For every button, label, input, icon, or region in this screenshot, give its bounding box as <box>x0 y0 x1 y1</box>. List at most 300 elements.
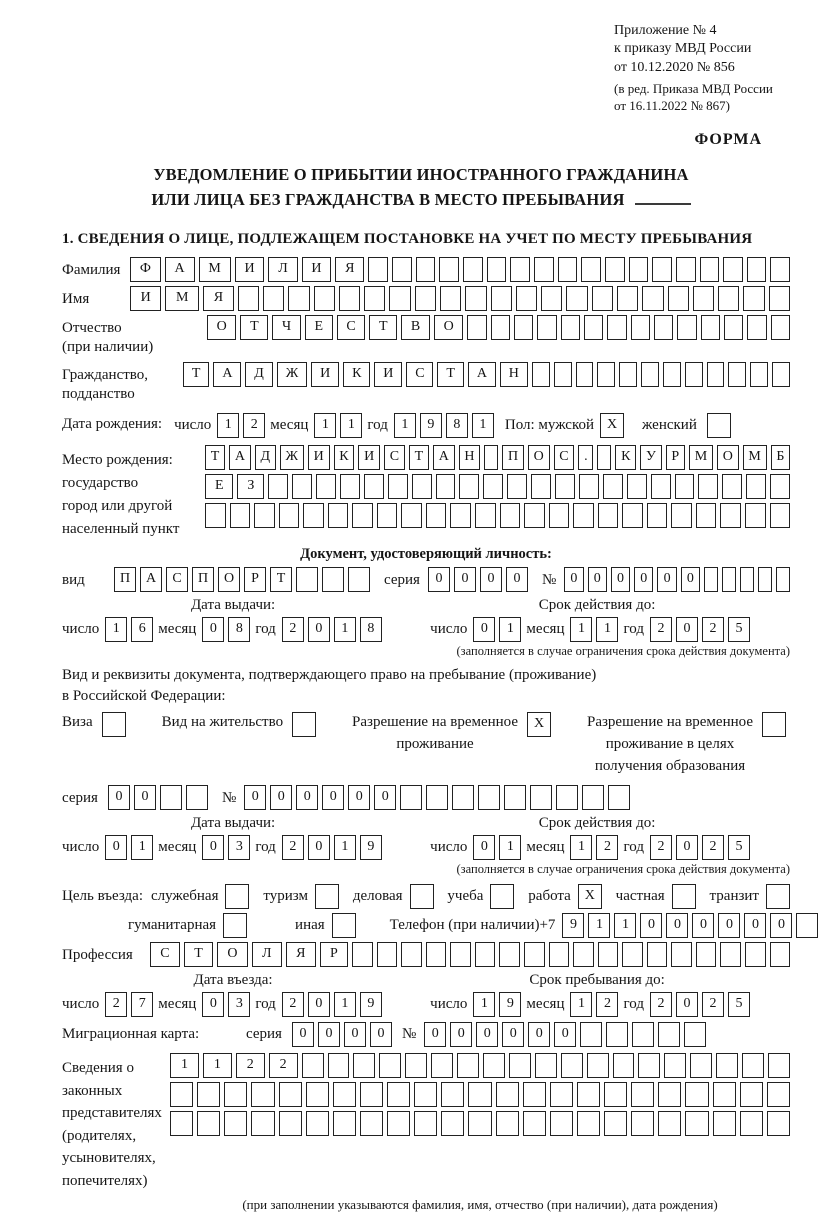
empty-cell[interactable] <box>401 503 422 528</box>
empty-cell[interactable] <box>722 567 736 592</box>
filled-cell[interactable]: Т <box>240 315 268 340</box>
empty-cell[interactable] <box>431 1053 453 1078</box>
filled-cell[interactable]: П <box>502 445 524 470</box>
empty-cell[interactable] <box>606 1022 628 1047</box>
filled-cell[interactable]: 0 <box>108 785 130 810</box>
empty-cell[interactable] <box>577 1082 600 1107</box>
filled-cell[interactable]: 2 <box>243 413 265 438</box>
empty-cell[interactable] <box>698 474 718 499</box>
empty-cell[interactable] <box>392 257 412 282</box>
empty-cell[interactable] <box>491 286 512 311</box>
filled-cell[interactable]: 2 <box>650 992 672 1017</box>
filled-cell[interactable]: С <box>554 445 575 470</box>
empty-cell[interactable] <box>579 474 599 499</box>
empty-cell[interactable] <box>516 286 537 311</box>
filled-cell[interactable]: . <box>578 445 593 470</box>
empty-cell[interactable] <box>510 257 530 282</box>
filled-cell[interactable]: 1 <box>570 835 592 860</box>
empty-cell[interactable] <box>302 1053 324 1078</box>
empty-cell[interactable] <box>487 257 507 282</box>
filled-cell[interactable]: Н <box>459 445 481 470</box>
empty-cell[interactable] <box>554 362 572 387</box>
filled-cell[interactable]: 2 <box>105 992 127 1017</box>
checkbox[interactable] <box>102 712 126 737</box>
empty-cell[interactable] <box>360 1082 383 1107</box>
filled-cell[interactable]: Т <box>205 445 225 470</box>
empty-cell[interactable] <box>364 286 385 311</box>
empty-cell[interactable] <box>772 362 790 387</box>
empty-cell[interactable] <box>296 567 318 592</box>
empty-cell[interactable] <box>251 1082 274 1107</box>
filled-cell[interactable]: И <box>358 445 380 470</box>
empty-cell[interactable] <box>414 1082 437 1107</box>
empty-cell[interactable] <box>339 286 360 311</box>
empty-cell[interactable] <box>631 1111 654 1136</box>
checkbox[interactable] <box>490 884 514 909</box>
filled-cell[interactable]: 1 <box>499 835 521 860</box>
empty-cell[interactable] <box>292 474 312 499</box>
filled-cell[interactable]: Т <box>369 315 397 340</box>
empty-cell[interactable] <box>619 362 637 387</box>
filled-cell[interactable]: 0 <box>322 785 344 810</box>
filled-cell[interactable]: Л <box>252 942 282 967</box>
empty-cell[interactable] <box>478 785 500 810</box>
filled-cell[interactable]: 9 <box>562 913 584 938</box>
empty-cell[interactable] <box>467 315 486 340</box>
empty-cell[interactable] <box>576 362 594 387</box>
filled-cell[interactable]: 0 <box>374 785 396 810</box>
filled-cell[interactable]: Л <box>268 257 297 282</box>
filled-cell[interactable]: М <box>199 257 231 282</box>
empty-cell[interactable] <box>740 1111 763 1136</box>
empty-cell[interactable] <box>491 315 510 340</box>
filled-cell[interactable]: К <box>334 445 355 470</box>
empty-cell[interactable] <box>597 362 615 387</box>
empty-cell[interactable] <box>580 1022 602 1047</box>
empty-cell[interactable] <box>696 942 717 967</box>
empty-cell[interactable] <box>718 286 739 311</box>
filled-cell[interactable]: С <box>166 567 188 592</box>
empty-cell[interactable] <box>251 1111 274 1136</box>
empty-cell[interactable] <box>352 503 373 528</box>
filled-cell[interactable]: Б <box>771 445 791 470</box>
empty-cell[interactable] <box>770 257 790 282</box>
filled-cell[interactable]: С <box>150 942 180 967</box>
empty-cell[interactable] <box>604 1082 627 1107</box>
filled-cell[interactable]: 1 <box>499 617 521 642</box>
filled-cell[interactable]: 0 <box>554 1022 576 1047</box>
filled-cell[interactable]: 0 <box>473 835 495 860</box>
filled-cell[interactable]: 0 <box>348 785 370 810</box>
filled-cell[interactable]: 0 <box>666 913 688 938</box>
empty-cell[interactable] <box>605 257 625 282</box>
filled-cell[interactable]: Т <box>437 362 463 387</box>
empty-cell[interactable] <box>254 503 275 528</box>
empty-cell[interactable] <box>746 474 766 499</box>
empty-cell[interactable] <box>483 1053 505 1078</box>
empty-cell[interactable] <box>573 503 594 528</box>
empty-cell[interactable] <box>768 1053 790 1078</box>
empty-cell[interactable] <box>631 1082 654 1107</box>
empty-cell[interactable] <box>523 1082 546 1107</box>
filled-cell[interactable]: 0 <box>450 1022 472 1047</box>
empty-cell[interactable] <box>507 474 527 499</box>
filled-cell[interactable]: 1 <box>614 913 636 938</box>
filled-cell[interactable]: Т <box>270 567 292 592</box>
empty-cell[interactable] <box>647 942 668 967</box>
filled-cell[interactable]: А <box>165 257 195 282</box>
sex-male-checkbox[interactable]: X <box>600 413 624 438</box>
filled-cell[interactable]: М <box>743 445 767 470</box>
filled-cell[interactable]: 1 <box>334 835 356 860</box>
empty-cell[interactable] <box>558 257 578 282</box>
empty-cell[interactable] <box>720 503 741 528</box>
filled-cell[interactable]: 0 <box>506 567 528 592</box>
filled-cell[interactable]: 2 <box>236 1053 265 1078</box>
empty-cell[interactable] <box>770 942 791 967</box>
empty-cell[interactable] <box>368 257 388 282</box>
filled-cell[interactable]: А <box>140 567 162 592</box>
empty-cell[interactable] <box>328 503 349 528</box>
checkbox[interactable] <box>672 884 696 909</box>
filled-cell[interactable]: 1 <box>570 617 592 642</box>
filled-cell[interactable]: Ф <box>130 257 161 282</box>
filled-cell[interactable]: Я <box>335 257 364 282</box>
filled-cell[interactable]: 1 <box>570 992 592 1017</box>
empty-cell[interactable] <box>613 1053 635 1078</box>
empty-cell[interactable] <box>724 315 743 340</box>
empty-cell[interactable] <box>767 1082 790 1107</box>
filled-cell[interactable]: 9 <box>420 413 442 438</box>
empty-cell[interactable] <box>353 1053 375 1078</box>
filled-cell[interactable]: К <box>615 445 636 470</box>
filled-cell[interactable]: 0 <box>292 1022 314 1047</box>
empty-cell[interactable] <box>796 913 818 938</box>
empty-cell[interactable] <box>541 286 562 311</box>
filled-cell[interactable]: 0 <box>676 992 698 1017</box>
empty-cell[interactable] <box>685 1111 708 1136</box>
empty-cell[interactable] <box>641 362 659 387</box>
empty-cell[interactable] <box>747 257 767 282</box>
checkbox[interactable] <box>292 712 316 737</box>
empty-cell[interactable] <box>514 315 533 340</box>
empty-cell[interactable] <box>696 503 717 528</box>
filled-cell[interactable]: Т <box>184 942 213 967</box>
empty-cell[interactable] <box>306 1082 329 1107</box>
empty-cell[interactable] <box>608 785 630 810</box>
empty-cell[interactable] <box>769 286 790 311</box>
empty-cell[interactable] <box>279 1111 302 1136</box>
filled-cell[interactable]: 9 <box>360 992 382 1017</box>
empty-cell[interactable] <box>475 503 496 528</box>
checkbox[interactable] <box>223 913 247 938</box>
empty-cell[interactable] <box>328 1053 350 1078</box>
empty-cell[interactable] <box>647 503 668 528</box>
filled-cell[interactable]: 0 <box>370 1022 392 1047</box>
filled-cell[interactable]: 0 <box>681 567 700 592</box>
filled-cell[interactable]: П <box>114 567 136 592</box>
filled-cell[interactable]: 0 <box>424 1022 446 1047</box>
empty-cell[interactable] <box>770 503 791 528</box>
filled-cell[interactable]: А <box>468 362 496 387</box>
filled-cell[interactable]: 1 <box>314 413 336 438</box>
empty-cell[interactable] <box>499 942 520 967</box>
checkbox[interactable]: X <box>527 712 551 737</box>
filled-cell[interactable]: 0 <box>105 835 127 860</box>
empty-cell[interactable] <box>716 1053 738 1078</box>
empty-cell[interactable] <box>465 286 486 311</box>
filled-cell[interactable]: Я <box>286 942 316 967</box>
empty-cell[interactable] <box>693 286 714 311</box>
empty-cell[interactable] <box>509 1053 531 1078</box>
empty-cell[interactable] <box>745 503 766 528</box>
filled-cell[interactable]: 2 <box>650 835 672 860</box>
empty-cell[interactable] <box>504 785 526 810</box>
empty-cell[interactable] <box>364 474 384 499</box>
empty-cell[interactable] <box>549 942 570 967</box>
filled-cell[interactable]: 1 <box>170 1053 199 1078</box>
filled-cell[interactable]: 0 <box>502 1022 524 1047</box>
filled-cell[interactable]: 2 <box>702 992 724 1017</box>
empty-cell[interactable] <box>405 1053 427 1078</box>
filled-cell[interactable]: Д <box>255 445 276 470</box>
empty-cell[interactable] <box>728 362 746 387</box>
empty-cell[interactable] <box>592 286 613 311</box>
filled-cell[interactable]: 9 <box>360 835 382 860</box>
empty-cell[interactable] <box>288 286 309 311</box>
empty-cell[interactable] <box>700 257 720 282</box>
empty-cell[interactable] <box>532 362 550 387</box>
filled-cell[interactable]: Р <box>244 567 266 592</box>
empty-cell[interactable] <box>377 503 398 528</box>
empty-cell[interactable] <box>426 942 447 967</box>
filled-cell[interactable]: 1 <box>131 835 153 860</box>
empty-cell[interactable] <box>459 474 479 499</box>
empty-cell[interactable] <box>770 474 790 499</box>
filled-cell[interactable]: 0 <box>770 913 792 938</box>
filled-cell[interactable]: Р <box>666 445 685 470</box>
filled-cell[interactable]: О <box>217 942 248 967</box>
empty-cell[interactable] <box>740 1082 763 1107</box>
filled-cell[interactable]: П <box>192 567 214 592</box>
filled-cell[interactable]: 6 <box>131 617 153 642</box>
filled-cell[interactable]: 5 <box>728 835 750 860</box>
filled-cell[interactable]: И <box>311 362 339 387</box>
empty-cell[interactable] <box>340 474 360 499</box>
filled-cell[interactable]: 2 <box>269 1053 298 1078</box>
empty-cell[interactable] <box>523 1111 546 1136</box>
filled-cell[interactable]: 0 <box>676 835 698 860</box>
filled-cell[interactable]: 0 <box>134 785 156 810</box>
filled-cell[interactable]: М <box>165 286 199 311</box>
empty-cell[interactable] <box>436 474 456 499</box>
empty-cell[interactable] <box>675 474 695 499</box>
filled-cell[interactable]: О <box>717 445 739 470</box>
filled-cell[interactable]: 3 <box>228 992 250 1017</box>
filled-cell[interactable]: Я <box>203 286 234 311</box>
empty-cell[interactable] <box>556 785 578 810</box>
empty-cell[interactable] <box>303 503 324 528</box>
filled-cell[interactable]: 2 <box>282 835 304 860</box>
empty-cell[interactable] <box>389 286 410 311</box>
filled-cell[interactable]: И <box>302 257 332 282</box>
filled-cell[interactable]: 1 <box>203 1053 232 1078</box>
filled-cell[interactable]: 2 <box>596 992 618 1017</box>
filled-cell[interactable]: Е <box>305 315 333 340</box>
filled-cell[interactable]: 0 <box>318 1022 340 1047</box>
empty-cell[interactable] <box>632 1022 654 1047</box>
filled-cell[interactable]: О <box>207 315 236 340</box>
empty-cell[interactable] <box>475 942 496 967</box>
filled-cell[interactable]: Ж <box>280 445 304 470</box>
empty-cell[interactable] <box>577 1111 600 1136</box>
empty-cell[interactable] <box>671 503 692 528</box>
empty-cell[interactable] <box>322 567 344 592</box>
empty-cell[interactable] <box>771 315 790 340</box>
empty-cell[interactable] <box>224 1082 247 1107</box>
filled-cell[interactable]: А <box>213 362 241 387</box>
empty-cell[interactable] <box>524 503 545 528</box>
empty-cell[interactable] <box>468 1111 491 1136</box>
empty-cell[interactable] <box>758 567 772 592</box>
empty-cell[interactable] <box>316 474 336 499</box>
empty-cell[interactable] <box>279 1082 302 1107</box>
empty-cell[interactable] <box>170 1111 193 1136</box>
checkbox[interactable] <box>766 884 790 909</box>
filled-cell[interactable]: 0 <box>744 913 766 938</box>
filled-cell[interactable]: 0 <box>454 567 476 592</box>
filled-cell[interactable]: И <box>308 445 330 470</box>
empty-cell[interactable] <box>745 942 766 967</box>
empty-cell[interactable] <box>638 1053 660 1078</box>
empty-cell[interactable] <box>658 1082 681 1107</box>
empty-cell[interactable] <box>440 286 461 311</box>
empty-cell[interactable] <box>587 1053 609 1078</box>
filled-cell[interactable]: С <box>384 445 405 470</box>
filled-cell[interactable]: С <box>406 362 433 387</box>
empty-cell[interactable] <box>742 1053 764 1078</box>
empty-cell[interactable] <box>684 1022 706 1047</box>
empty-cell[interactable] <box>668 286 689 311</box>
empty-cell[interactable] <box>561 315 580 340</box>
filled-cell[interactable]: 1 <box>596 617 618 642</box>
empty-cell[interactable] <box>776 567 790 592</box>
filled-cell[interactable]: 0 <box>657 567 676 592</box>
checkbox[interactable] <box>410 884 434 909</box>
empty-cell[interactable] <box>483 474 503 499</box>
empty-cell[interactable] <box>352 942 373 967</box>
empty-cell[interactable] <box>496 1082 519 1107</box>
filled-cell[interactable]: Р <box>320 942 348 967</box>
filled-cell[interactable]: 2 <box>702 835 724 860</box>
empty-cell[interactable] <box>441 1111 464 1136</box>
empty-cell[interactable] <box>658 1022 680 1047</box>
empty-cell[interactable] <box>642 286 663 311</box>
empty-cell[interactable] <box>658 1111 681 1136</box>
filled-cell[interactable]: 7 <box>131 992 153 1017</box>
filled-cell[interactable]: 0 <box>676 617 698 642</box>
filled-cell[interactable]: И <box>130 286 161 311</box>
empty-cell[interactable] <box>704 567 718 592</box>
empty-cell[interactable] <box>205 503 226 528</box>
filled-cell[interactable]: 0 <box>718 913 740 938</box>
empty-cell[interactable] <box>377 942 398 967</box>
empty-cell[interactable] <box>197 1082 220 1107</box>
empty-cell[interactable] <box>652 257 672 282</box>
empty-cell[interactable] <box>388 474 408 499</box>
empty-cell[interactable] <box>400 785 422 810</box>
filled-cell[interactable]: 1 <box>394 413 416 438</box>
filled-cell[interactable]: 8 <box>360 617 382 642</box>
empty-cell[interactable] <box>550 1082 573 1107</box>
filled-cell[interactable]: Ч <box>272 315 300 340</box>
empty-cell[interactable] <box>671 942 692 967</box>
filled-cell[interactable]: Т <box>183 362 209 387</box>
empty-cell[interactable] <box>720 942 741 967</box>
empty-cell[interactable] <box>685 1082 708 1107</box>
sex-female-checkbox[interactable] <box>707 413 731 438</box>
empty-cell[interactable] <box>306 1111 329 1136</box>
filled-cell[interactable]: Ж <box>277 362 307 387</box>
empty-cell[interactable] <box>457 1053 479 1078</box>
filled-cell[interactable]: 0 <box>308 835 330 860</box>
filled-cell[interactable]: 0 <box>308 617 330 642</box>
empty-cell[interactable] <box>537 315 556 340</box>
empty-cell[interactable] <box>170 1082 193 1107</box>
filled-cell[interactable]: 0 <box>476 1022 498 1047</box>
filled-cell[interactable]: З <box>237 474 264 499</box>
empty-cell[interactable] <box>582 785 604 810</box>
filled-cell[interactable]: 9 <box>499 992 521 1017</box>
empty-cell[interactable] <box>603 474 623 499</box>
empty-cell[interactable] <box>426 503 447 528</box>
checkbox[interactable] <box>315 884 339 909</box>
empty-cell[interactable] <box>676 257 696 282</box>
empty-cell[interactable] <box>663 362 681 387</box>
empty-cell[interactable] <box>631 315 650 340</box>
empty-cell[interactable] <box>723 257 743 282</box>
empty-cell[interactable] <box>450 503 471 528</box>
empty-cell[interactable] <box>160 785 182 810</box>
empty-cell[interactable] <box>629 257 649 282</box>
filled-cell[interactable]: 0 <box>640 913 662 938</box>
empty-cell[interactable] <box>463 257 483 282</box>
filled-cell[interactable]: 0 <box>296 785 318 810</box>
checkbox[interactable] <box>332 913 356 938</box>
empty-cell[interactable] <box>534 257 554 282</box>
filled-cell[interactable]: 1 <box>105 617 127 642</box>
filled-cell[interactable]: 1 <box>334 617 356 642</box>
filled-cell[interactable]: 0 <box>528 1022 550 1047</box>
empty-cell[interactable] <box>468 1082 491 1107</box>
empty-cell[interactable] <box>197 1111 220 1136</box>
empty-cell[interactable] <box>414 1111 437 1136</box>
filled-cell[interactable]: 5 <box>728 617 750 642</box>
empty-cell[interactable] <box>333 1111 356 1136</box>
empty-cell[interactable] <box>484 445 498 470</box>
filled-cell[interactable]: 0 <box>473 617 495 642</box>
empty-cell[interactable] <box>598 942 619 967</box>
filled-cell[interactable]: 5 <box>728 992 750 1017</box>
empty-cell[interactable] <box>268 474 288 499</box>
empty-cell[interactable] <box>617 286 638 311</box>
filled-cell[interactable]: 0 <box>270 785 292 810</box>
empty-cell[interactable] <box>597 445 611 470</box>
filled-cell[interactable]: 8 <box>228 617 250 642</box>
empty-cell[interactable] <box>360 1111 383 1136</box>
empty-cell[interactable] <box>584 315 603 340</box>
filled-cell[interactable]: А <box>433 445 455 470</box>
